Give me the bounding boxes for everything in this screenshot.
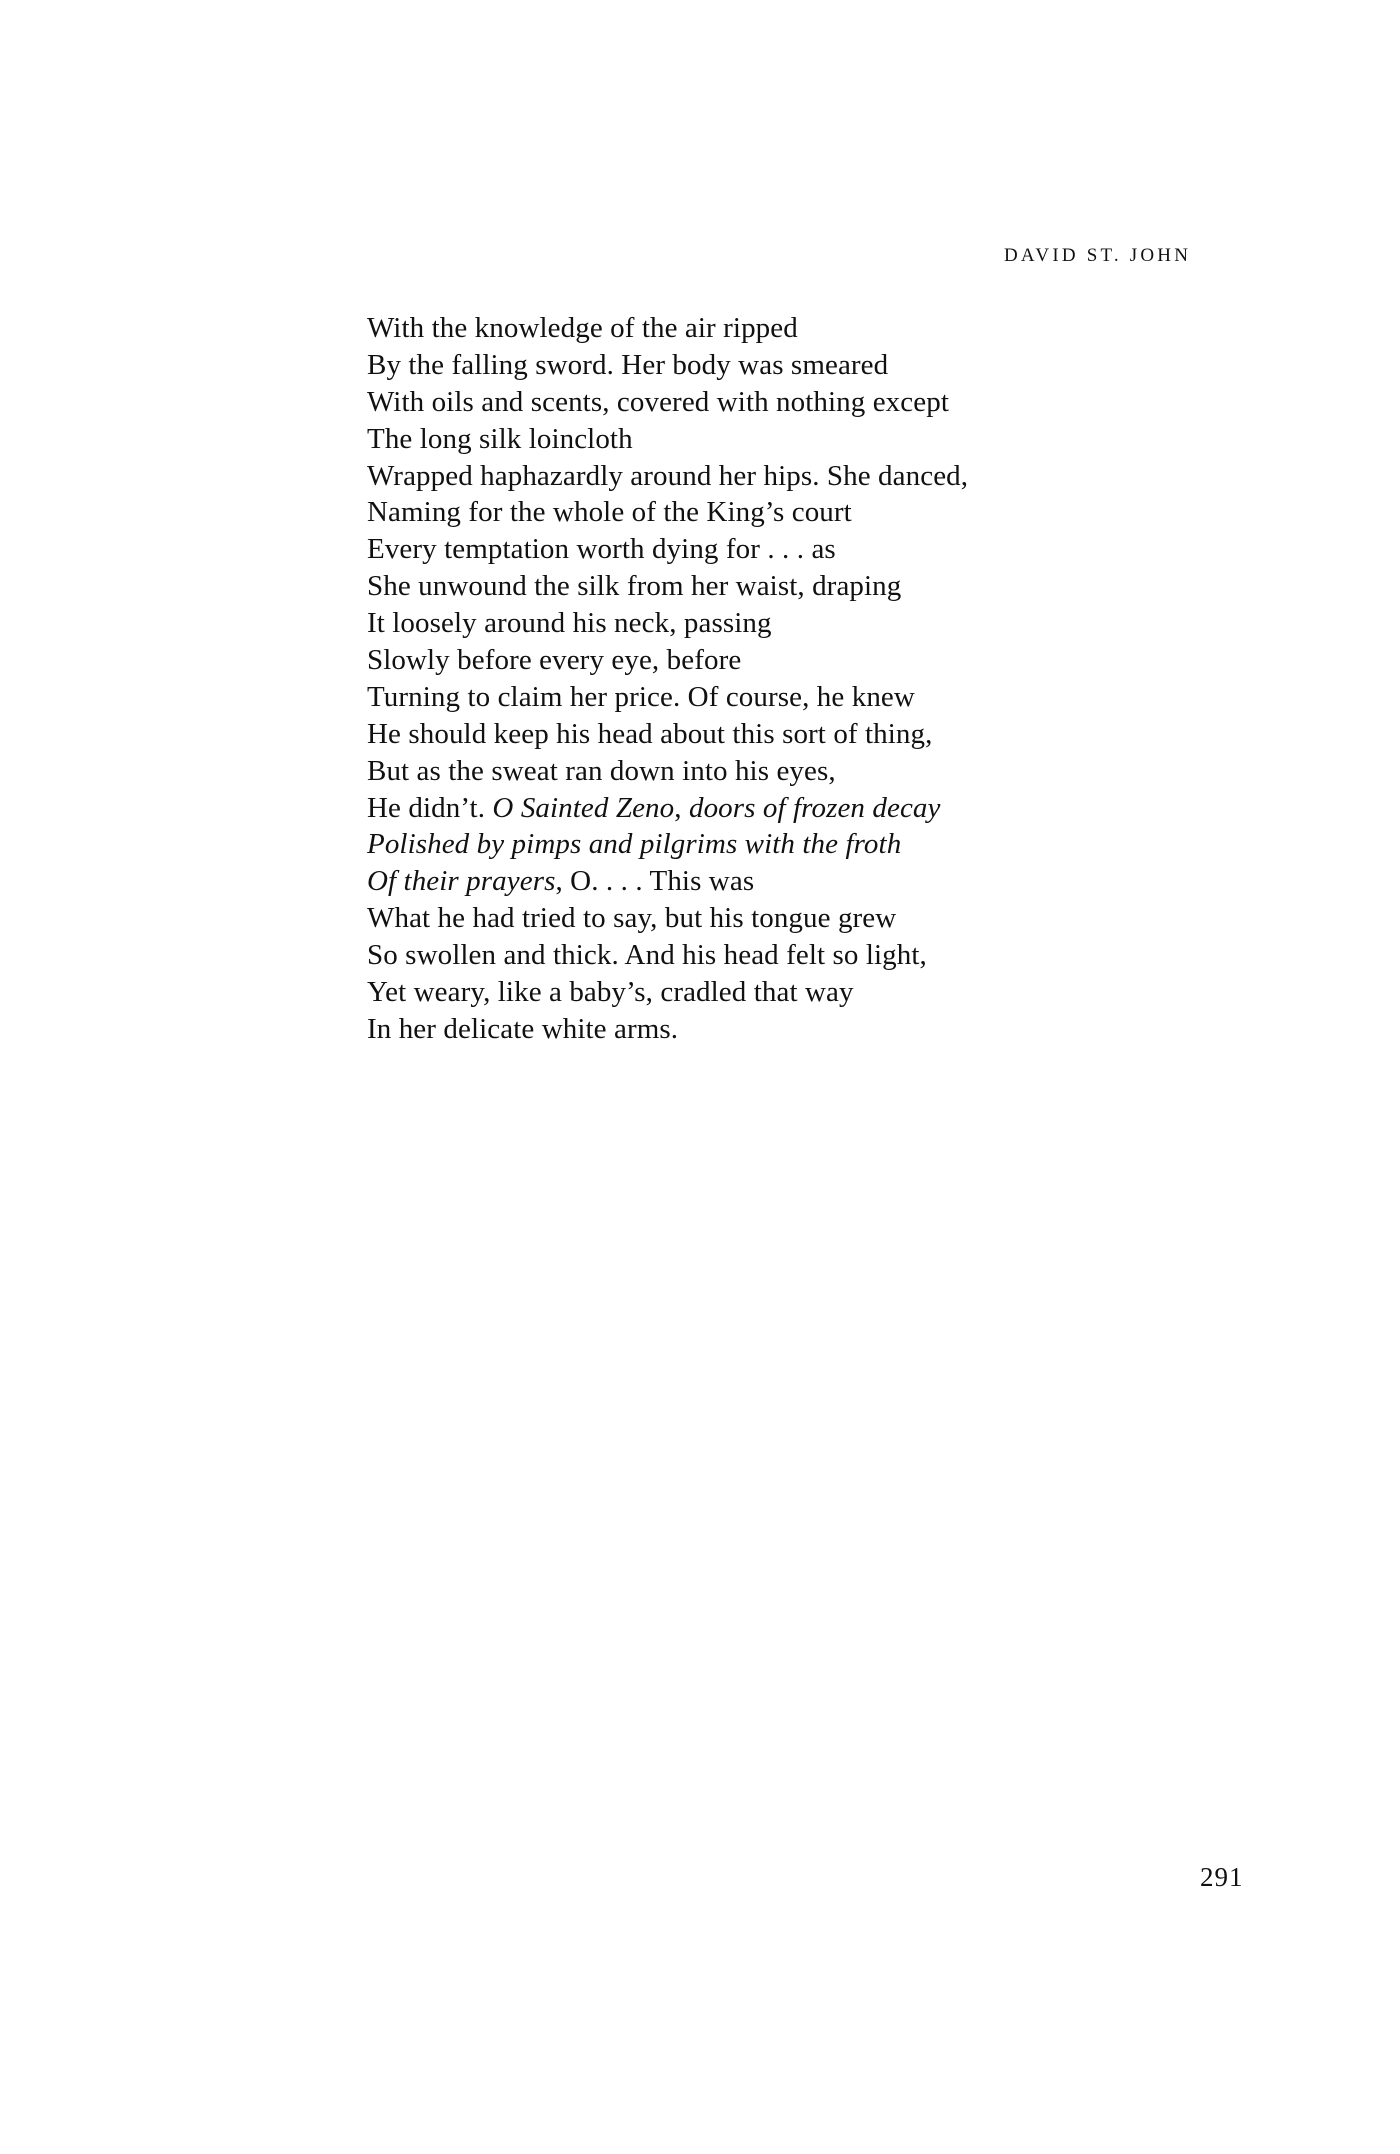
roman-text: , O. . . . This was — [555, 865, 755, 898]
roman-text: He didn’t. — [367, 791, 493, 824]
poem-line: She unwound the silk from her waist, draping — [367, 570, 902, 603]
roman-text: , — [674, 791, 689, 824]
poem-line: Yet weary, like a baby’s, cradled that way — [367, 976, 854, 1009]
poem-line: The long silk loincloth — [367, 422, 633, 455]
poem-line — [367, 826, 968, 863]
poem-body — [367, 310, 968, 1048]
page-number: 291 — [1200, 1862, 1244, 1892]
poem-line: With oils and scents, covered with nothing except — [367, 385, 949, 418]
poem-line: It loosely around his neck, passing — [367, 607, 772, 640]
poem-line: With the knowledge of the air ripped — [367, 312, 798, 344]
poem-line: Slowly before every eye, before — [367, 644, 742, 677]
poem-line: Wrapped haphazardly around her hips. She danced, — [367, 459, 969, 492]
poem-line: Turning to claim her price. Of course, he knew — [367, 680, 915, 713]
poem-line: He should keep his head about this sort of thing, — [367, 717, 933, 750]
poem-line: But as the sweat ran down into his eyes, — [367, 754, 836, 787]
italic-text: Of their prayers — [367, 865, 556, 898]
poem-line: By the falling sword. Her body was smeared — [367, 348, 889, 381]
poem-line: In her delicate white arms. — [367, 1012, 679, 1045]
poem-line: Naming for the whole of the King’s court — [367, 496, 852, 529]
italic-text: O Sainted Zeno — [492, 791, 675, 824]
poem-line: So swollen and thick. And his head felt so light, — [367, 939, 927, 972]
italic-text: doors of frozen decay — [688, 791, 941, 824]
italic-text: Polished by pimps and pilgrims with the froth — [367, 828, 902, 861]
poem-line — [367, 790, 968, 827]
poem-line — [367, 863, 968, 900]
poem-line: What he had tried to say, but his tongue grew — [367, 902, 897, 935]
poem-line: Every temptation worth dying for . . . as — [367, 533, 836, 566]
running-head-author: DAVID ST. JOHN — [1004, 245, 1192, 266]
